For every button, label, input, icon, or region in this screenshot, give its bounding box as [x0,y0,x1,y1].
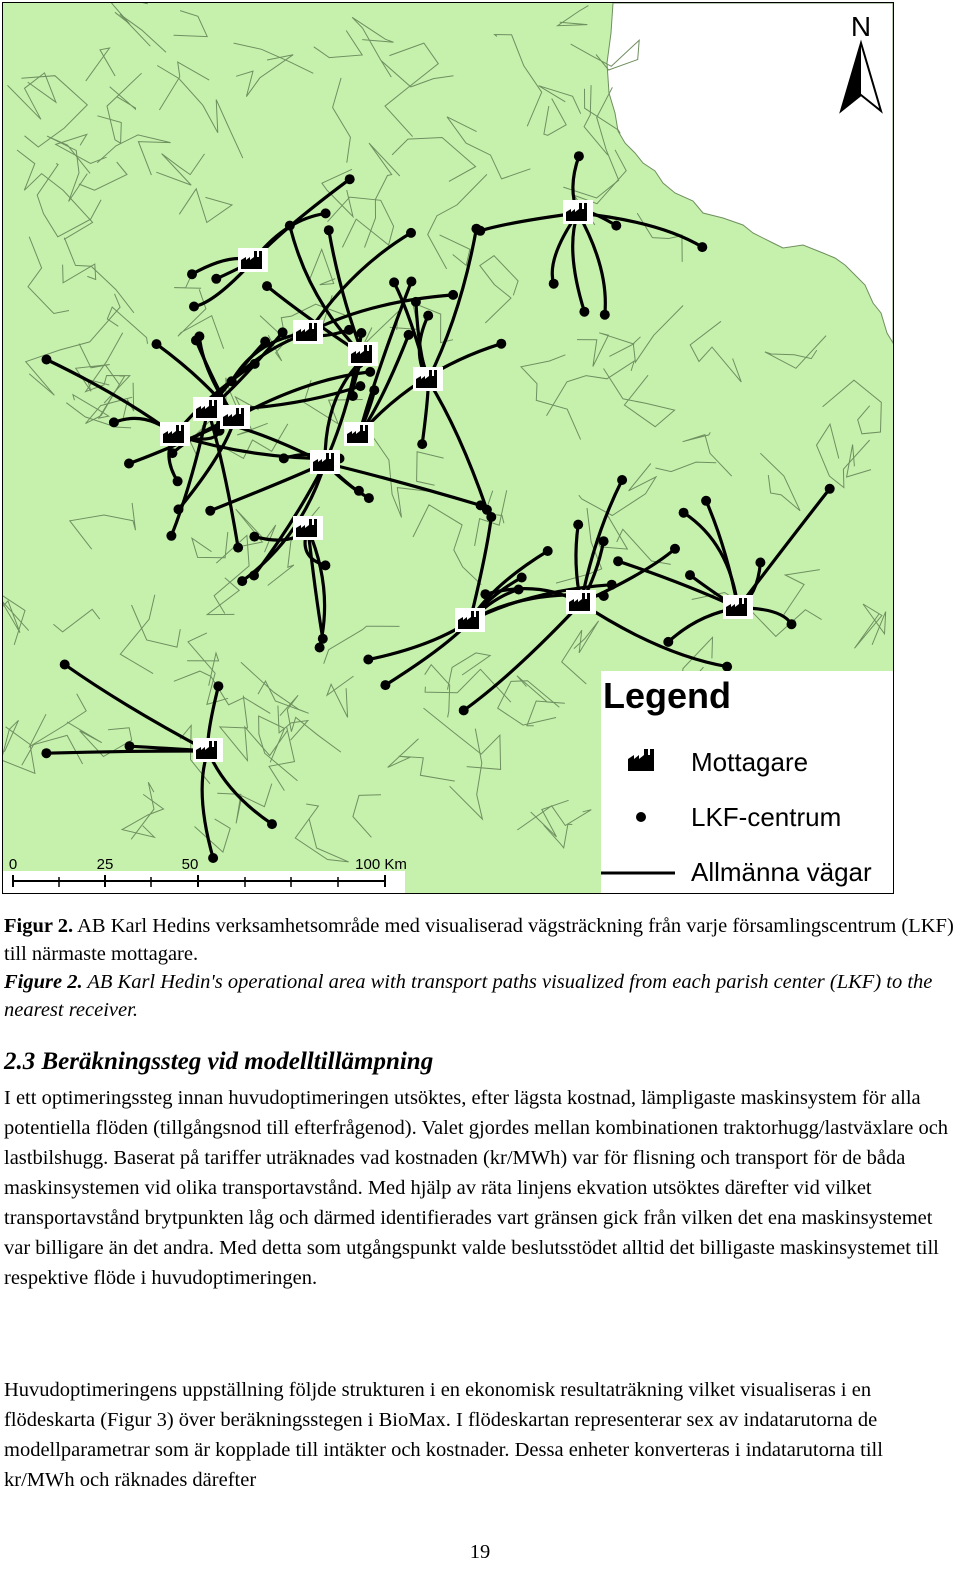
lkf-dot [496,339,506,349]
lkf-dot [459,705,469,715]
lkf-dot [321,208,331,218]
lkf-dot [250,359,260,369]
lkf-dot [389,277,399,287]
receiver-factory-icon [293,516,323,540]
lkf-dot [166,531,176,541]
lkf-dot [722,662,732,672]
lkf-dot [685,570,695,580]
lkf-dot [249,571,259,581]
lkf-dot [514,585,524,595]
caption-en-label: Figure 2. [4,971,83,993]
lkf-dot [480,589,490,599]
lkf-dot [260,337,270,347]
lkf-dot [355,381,365,391]
lkf-dot [574,151,584,161]
lkf-dot [279,453,289,463]
lkf-dot [173,476,183,486]
scale-label-50: 50 [181,856,199,873]
lkf-dot [318,634,328,644]
lkf-dot [417,439,427,449]
receiver-factory-icon [455,608,485,632]
lkf-dot [152,339,162,349]
lkf-dot [125,741,135,751]
receiver-factory-icon [193,397,223,421]
lkf-dot [670,544,680,554]
lkf-dot [701,496,711,506]
lkf-dot [364,493,374,503]
lkf-dot [406,277,416,287]
scale-label-25: 25 [96,856,114,873]
receiver-factory-icon [344,422,374,446]
legend-label-lkf: LKF-centrum [691,802,842,832]
lkf-dot [543,546,553,556]
lkf-dot [237,576,247,586]
lkf-dot [60,660,70,670]
receiver-factory-icon [563,200,593,224]
legend-label-mottagare: Mottagare [691,747,809,777]
map-figure [2,2,894,894]
lkf-dot [549,279,559,289]
receiver-factory-icon [310,450,340,474]
legend-title: Legend [603,675,732,716]
lkf-dot [315,643,325,653]
paragraph-2: Huvudoptimeringens uppställning följde strukturen i en ekonomisk resultaträkning vilket visualiseras i en flödeskarta (Figur 3) över beräkningsstegen i BioMax. I flödeskartan representerar sex av indatarutorna de modellparametrar som är kopplade till intäkter och kostnader. Dessa enheter konverteras i indatarutorna till kr/MWh och räknades därefter [4,1379,883,1491]
legend-label-roads: Allmänna vägar [691,857,872,887]
lkf-dot [369,385,379,395]
dot-icon [636,812,646,822]
paragraph-1: I ett optimeringssteg innan huvudoptimeringen utsöktes, efter lägsta kostnad, lämpligaste maskinsystem för alla potentiella flöden (tillgångsnod till efterfrågenod). Valet gjordes mellan kombinationen traktorhugg/lastväxlare och lastbilshugg. Baserat på tariffer uträknades vad kostnaden (kr/MWh) var för flisning och transport för de båda maskinsystemen vid olika transportavstånd. Med hjälp av räta linjens ekvation utsöktes därefter vid vilket transportavstånd brytpunkten låg och därmed identifierades vart gränsen gick från vilken det ena maskinsystemet var billigare än det andra. Med detta som utgångspunkt valde beslutsstödet alltid det billigaste maskinsystemet till respektive flöde i huvudoptimeringen. [4,1087,949,1289]
receiver-factory-icon [723,595,753,619]
receiver-factory-icon [293,320,323,344]
legend-box [601,671,893,893]
lkf-dot [825,484,835,494]
lkf-dot [213,681,223,691]
lkf-dot [697,242,707,252]
lkf-dot [249,532,259,542]
lkf-dot [599,536,609,546]
lkf-dot [189,302,199,312]
page-number: 19 [469,1541,491,1563]
lkf-dot [363,655,373,665]
lkf-dot [167,448,177,458]
lkf-dot [411,297,421,307]
lkf-dot [617,475,627,485]
lkf-dot [365,367,375,377]
figure-caption [4,912,954,1024]
receiver-factory-icon [413,367,443,391]
lkf-dot [448,290,458,300]
receiver-factory-icon [193,738,223,762]
lkf-dot [262,281,272,291]
lkf-dot [755,558,765,568]
lkf-dot [486,512,496,522]
lkf-dot [345,174,355,184]
lkf-dot [124,459,134,469]
lkf-dot [208,853,218,863]
lkf-dot [423,311,433,321]
lkf-dot [211,274,221,284]
lkf-dot [42,355,52,365]
scale-label-0: 0 [8,856,18,873]
lkf-dot [109,417,119,427]
lkf-dot [613,556,623,566]
receiver-factory-icon [566,590,596,614]
section-heading: 2.3 Beräkningssteg vid modelltillämpning [4,1048,434,1075]
lkf-dot [380,680,390,690]
lkf-dot [573,520,583,530]
lkf-dot [278,327,288,337]
lkf-dot [611,221,621,231]
receiver-factory-icon [220,405,250,429]
lkf-dot [344,325,354,335]
lkf-dot [679,508,689,518]
lkf-dot [600,310,610,320]
lkf-dot [174,504,184,514]
lkf-dot [787,619,797,629]
map-canvas [3,3,893,893]
receiver-factory-icon [238,248,268,272]
caption-swedish [4,912,954,968]
caption-en-text: AB Karl Hedin's operational area with transport paths visualized from each parish center (LKF) to the nearest receiver. [4,971,933,1021]
lkf-dot [356,328,366,338]
lkf-dot [579,307,589,317]
lkf-dot [404,330,414,340]
lkf-dot [324,225,334,235]
receiver-factory-icon [348,342,378,366]
lkf-dot [471,224,481,234]
lkf-dot [194,331,204,341]
lkf-dot [663,637,673,647]
lkf-dot [348,391,358,401]
lkf-dot [320,560,330,570]
lkf-dot [233,543,243,553]
caption-sv-text: AB Karl Hedins verksamhetsområde med visualiserad vägsträckning från varje församlingscentrum (LKF) till närmaste mottagare. [4,915,954,965]
lkf-dot [517,573,527,583]
caption-english [4,968,954,1024]
receiver-factory-icon [160,422,190,446]
scale-label-100: 100 Km [355,856,407,873]
lkf-dot [285,221,295,231]
lkf-dot [607,580,617,590]
lkf-dot [187,269,197,279]
lkf-dot [227,376,237,386]
lkf-dot [476,500,486,510]
lkf-dot [406,228,416,238]
north-label: N [850,11,872,42]
lkf-dot [267,819,277,829]
lkf-dot [41,748,51,758]
lkf-dot [599,591,609,601]
caption-sv-label: Figur 2. [4,915,74,937]
lkf-dot [354,486,364,496]
lkf-dot [205,506,215,516]
